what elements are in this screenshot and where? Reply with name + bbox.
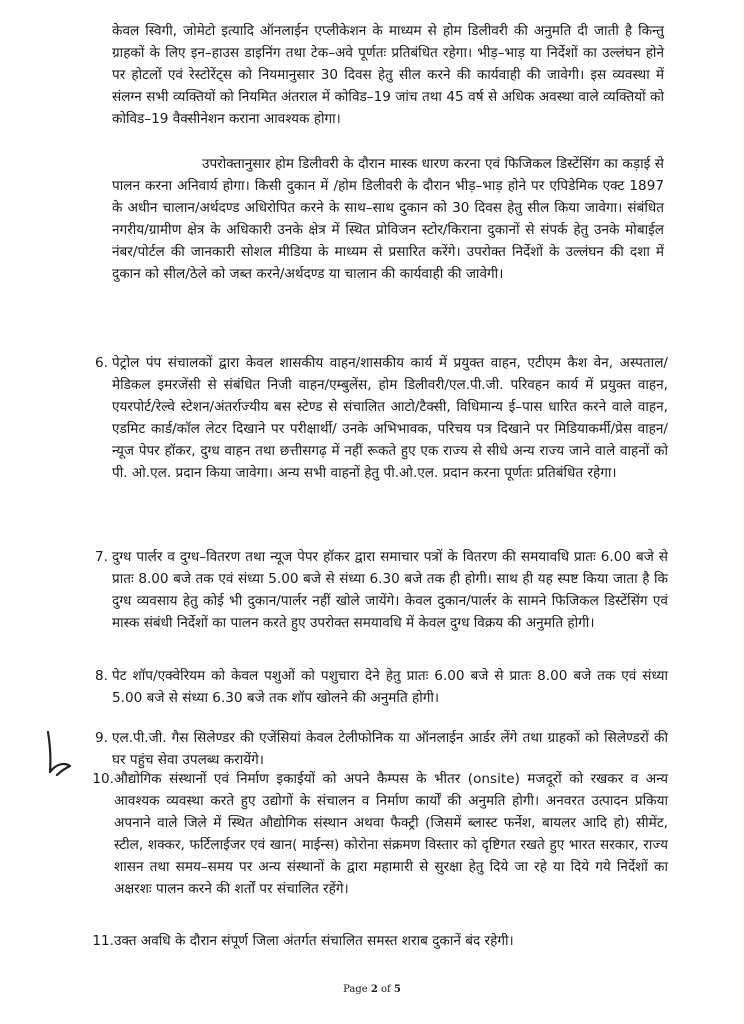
item-number: 8. xyxy=(95,668,108,684)
handwritten-mark-icon xyxy=(40,728,80,778)
item-number: 9. xyxy=(95,730,108,746)
item-number: 6. xyxy=(95,355,108,371)
item-text: एल.पी.जी. गैस सिलेण्डर की एजेंसियां केवल टेलीफोनिक या ऑनलाईन आर्डर लेंगे तथा ग्राहकों को सिलेण्डरों की घर पहुंच सेवा उपलब्ध करायेंगे। xyxy=(112,730,668,768)
paragraph-mask-distancing: उपरोक्तानुसार होम डिलीवरी के दौरान मास्क धारण करना एवं फिजिकल डिस्टेंसिंग का कड़ाई से पालन करना अनिवार्य होगा। किसी दुकान में /होम डिलीवरी के दौरान भीड़–भाड़ होने पर एपिडेमिक एक्ट 1897 के अधीन चालान/अर्थदण्ड अधिरोपित करने के साथ–साथ दुकान को 30 दिवस हेतु सील किया जावेगा। संबंधित नगरीय/ग्रामीण क्षेत्र के अधिकारी उनके क्षेत्र में स्थित प्रोविजन स्टोर/किराना दुकानों से संपर्क हेतु उनके मोबाईल नंबर/पोर्टल की जानकारी सोशल मीडिया के माध्यम से प्रसारित करेंगे। उपरोक्त निर्देशों के उल्लंघन की दशा में दुकान को सील/ठेले को जब्त करने/अर्थदण्ड या चालान की कार्यवाही की जावेगी। xyxy=(112,156,664,282)
footer-of-word: of xyxy=(381,984,391,995)
item-text: पेट शॉप/एक्वेरियम को केवल पशुओं को पशुचारा देने हेतु प्रातः 6.00 बजे से प्रातः 8.00 बजे तक एवं संध्या 5.00 बजे से संध्या 6.30 बजे तक शॉप खोलने की अनुमति होगी। xyxy=(112,668,668,706)
item-number: 7. xyxy=(95,549,108,565)
item-text: पेट्रोल पंप संचालकों द्वारा केवल शासकीय वाहन/शासकीय कार्य में प्रयुक्त वाहन, एटीएम कैश वेन, अस्पताल/मेडिकल इमरजेंसी से संबंधित निजी वाहन/एम्बुलेंस, होम डिलीवरी/एल.पी.जी. परिवहन कार्य में प्रयुक्त वाहन, एयरपोर्ट/रेल्वे स्टेशन/अंतर्राज्यीय बस स्टेण्ड से संचालित आटो/टैक्सी, विधिमान्य ई–पास धारित करने वाले वाहन, एडमिट कार्ड/कॉल लेटर दिखाने पर परीक्षार्थी/ उनके अभिभावक, परिचय पत्र दिखाने पर मिडियाकर्मी/प्रेस वाहन/न्यूज पेपर हॉकर, दुग्ध वाहन तथा छत्तीसगढ़ में नहीं रूकते हुए एक राज्य से सीधे अन्य राज्य जाने वाले वाहनों को पी. ओ.एल. प्रदान किया जावेगा। अन्य सभी वाहनों हेतु पी.ओ.एल. प्रदान करना पूर्णतः प्रतिबंधित रहेगा। xyxy=(112,355,668,481)
footer-page-word: Page xyxy=(343,984,368,995)
item-text: उक्त अवधि के दौरान संपूर्ण जिला अंतर्गत संचालित समस्त शराब दुकानें बंद रहेगी। xyxy=(114,933,514,949)
page-footer xyxy=(0,984,744,995)
paragraph-home-delivery: केवल स्विगी, जोमेटो इत्यादि ऑनलाईन एप्लीकेशन के माध्यम से होम डिलीवरी की अनुमति दी जाती है किन्तु ग्राहकों के लिए इन–हाउस डाइनिंग तथा टेक–अवे पूर्णतः प्रतिबंधित रहेगा। भीड़–भाड़ या निर्देशों का उल्लंघन होने पर होटलों एवं रेस्टोरेंट्स को नियमानुसार 30 दिवस हेतु सील करने की कार्यवाही की जावेगी। इस व्यवस्था में संलग्न सभी व्यक्तियों को नियमित अंतराल में कोविड–19 जांच तथा 45 वर्ष से अधिक अवस्था वाले व्यक्तियों को कोविड–19 वैक्सीनेशन कराना आवश्यक होगा। xyxy=(112,23,664,127)
item-text: औद्योगिक संस्थानों एवं निर्माण इकाईयों को अपने कैम्पस के भीतर (onsite) मजदूरों को रखकर व अन्य आवश्यक व्यवस्था करते हुए उद्योगों के संचालन व निर्माण कार्यों की अनुमति होगी। अनवरत उत्पादन प्रकिया अपनाने वाले जिले में स्थित औद्योगिक संस्थान अथवा फैक्ट्री (जिसमें ब्लास्ट फर्नेश, बायलर आदि हो) सीमेंट, स्टील, शक्कर, फर्टिलाईजर एवं खान( माईन्स) कोरोना संक्रमण विस्तार को दृष्टिगत रखते हुए भारत सरकार, राज्य शासन तथा समय–समय पर अन्य संस्थानों के द्वारा महामारी से सुरक्षा हेतु दिये जा रहे या दिये गये निर्देशों का अक्षरशः पालन करने की शर्तों पर संचालित रहेंगे। xyxy=(114,771,668,897)
footer-current-page: 2 xyxy=(370,984,378,995)
footer-total-pages: 5 xyxy=(393,984,401,995)
item-number: 10. xyxy=(92,771,114,787)
item-number: 11. xyxy=(92,933,114,949)
item-text: दुग्ध पार्लर व दुग्ध–वितरण तथा न्यूज पेपर हॉकर द्वारा समाचार पत्रों के वितरण की समयावधि प्रातः 6.00 बजे से प्रातः 8.00 बजे तक एवं संध्या 5.00 बजे से संध्या 6.30 बजे तक ही होगी। साथ ही यह स्पष्ट किया जाता है कि दुग्ध व्यवसाय हेतु कोई भी दुकान/पार्लर नहीं खोले जायेंगे। केवल दुकान/पार्लर के सामने फिजिकल डिस्टेंसिंग एवं मास्क संबंधी निर्देशों का पालन करते हुए उपरोक्त समयावधि में केवल दुग्ध विक्रय की अनुमति होगी। xyxy=(112,549,668,631)
